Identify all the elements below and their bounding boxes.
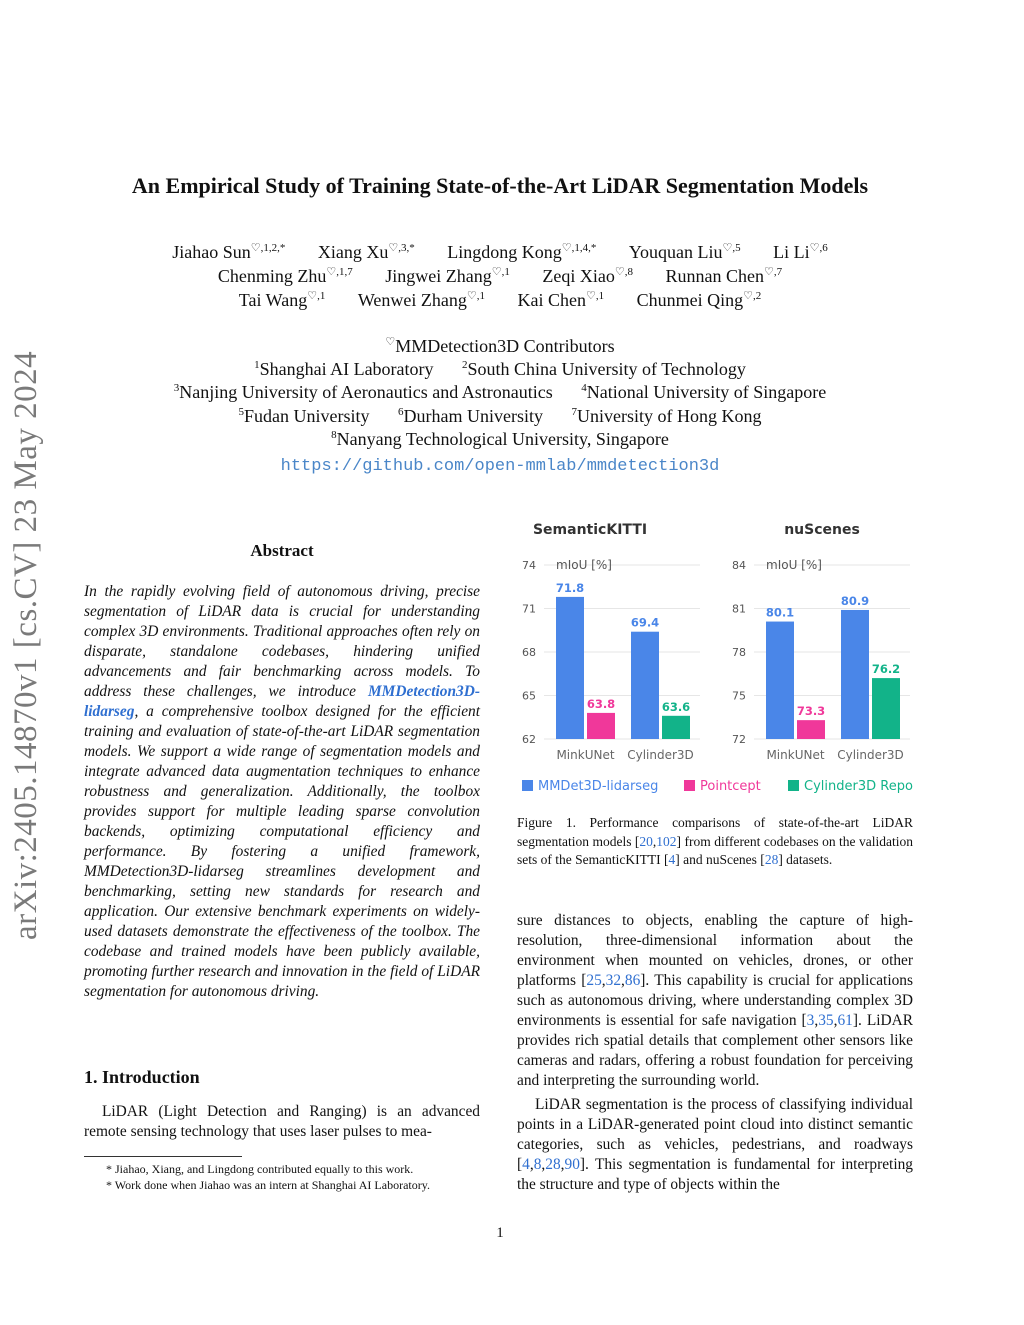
affiliation-line-3: $^5$Fudan University $^6$Durham University $^7$University of Hong Kong (238, 406, 762, 426)
github-link[interactable]: https://github.com/open-mmlab/mmdetection3d (280, 457, 720, 476)
footnote: * Work done when Jiahao was an intern at Shanghai AI Laboratory. (106, 1178, 430, 1192)
figure-caption: Figure 1. Performance comparisons of state-of-the-art LiDAR segmentation models [20,102] from different codebases on the validation sets of the SemanticKITTI [4] and nuScenes [28] datasets. (517, 815, 913, 867)
y-tick-label: 84 (732, 559, 746, 572)
legend-swatch (684, 780, 695, 791)
y-tick-label: 72 (732, 733, 746, 746)
data-label: 76.2 (871, 662, 901, 677)
data-label: 73.3 (796, 704, 826, 719)
x-tick-label: MinkUNet (556, 748, 615, 762)
author-line-2 (40, 264, 960, 288)
author: Chunmei Qing$^{♡,2}$ (636, 290, 762, 310)
footnote-divider (84, 1156, 242, 1157)
affiliation-line-1: $^1$Shanghai AI Laboratory $^2$South China University of Technology (254, 359, 746, 379)
affiliation-contributors: ♡MMDetection3D Contributors (385, 336, 615, 356)
abstract-body: In the rapidly evolving field of autonomous driving, precise segmentation of LiDAR data is crucial for understanding complex 3D environments. Traditional approaches often rely on disparate, standalone codebases, hindering unified advancements and fair benchmarking across models. To address these challenges, we introduce MMDetection3D-lidarseg, a comprehensive toolbox designed for the efficient training and evaluation of state-of-the-art LiDAR segmentation models. We support a wide range of segmentation models and integrate advanced data augmentation techniques to enhance robustness and generalization. Additionally, the toolbox provides support for multiple leading sparse convolution backends, optimizing computational efficiency and performance. By fostering a unified framework, MMDetection3D-lidarseg streamlines development and benchmarking, setting new standards for research and application. Our extensive benchmark experiments on widely-used datasets demonstrate the effectiveness of the toolbox. The codebase and trained models have been publicly available, promoting further research and innovation in the field of LiDAR segmentation for autonomous driving. (84, 583, 480, 1000)
author: Xiang $Xu^{♡,3,*}$ (317, 242, 415, 262)
affiliation-line-2: $^3$Nanjing University of Aeronautics and Astronautics $^4$National University of Singapore (173, 382, 827, 402)
data-label: 69.4 (630, 615, 660, 630)
legend-swatch (788, 780, 799, 791)
bar-mmdet3d-lidarseg (631, 632, 659, 739)
legend-label: MMDet3D-lidarseg (538, 779, 659, 794)
bar-mmdet3d-lidarseg (556, 597, 584, 739)
x-tick-label: MinkUNet (766, 748, 825, 762)
legend-label: Pointcept (700, 779, 761, 794)
paper-title: An Empirical Study of Training State-of-the-Art LiDAR Segmentation Models (131, 173, 869, 198)
affiliation-line-4: $^8$Nanyang Technological University, Singapore (331, 429, 669, 449)
bar-mmdet3d-lidarseg (841, 610, 869, 739)
y-tick-label: 74 (522, 559, 536, 572)
author-line-1 (40, 240, 960, 264)
arxiv-sidebar (8, 350, 44, 941)
toolbox-link[interactable]: MMDetection3D-lidarseg (84, 683, 480, 720)
data-label: 80.1 (765, 605, 795, 620)
author: Chenming Zhu$^{♡,1,7}$ (217, 266, 353, 286)
y-tick-label: 68 (522, 646, 536, 659)
y-axis-label: mIoU [%] (766, 558, 822, 572)
bar-cylinder3d-repo (662, 716, 690, 739)
x-tick-label: Cylinder3D (837, 748, 904, 762)
legend-label: Cylinder3D Repo (804, 779, 913, 794)
footnotes (84, 1161, 494, 1193)
x-tick-label: Cylinder3D (627, 748, 694, 762)
y-tick-label: 65 (522, 689, 536, 703)
figure-1-chart (510, 512, 920, 802)
author: Lingdong Kong$^{♡,1,4,*}$ (447, 242, 597, 262)
author: Zeqi Xiao$^{♡,8}$ (542, 266, 633, 286)
legend-swatch (522, 780, 533, 791)
author: Tai Wang$^{♡,1}$ (238, 290, 326, 310)
data-label: 80.9 (840, 593, 870, 608)
chart-title: nuScenes (784, 522, 860, 538)
data-label: 63.8 (586, 696, 616, 711)
section-heading-introduction: 1. Introduction (84, 1067, 200, 1087)
author: Runnan Chen$^{♡,7}$ (665, 266, 783, 286)
footnote: * Jiahao, Xiang, and Lingdong contributed equally to this work. (106, 1162, 414, 1176)
author-line-3 (40, 288, 960, 312)
chart-title: SemanticKITTI (532, 522, 648, 538)
author: Youquan Liu$^{♡,5}$ (628, 242, 741, 262)
data-label: 71.8 (555, 580, 585, 595)
author: Jiahao Sun$^{♡,1,2,*}$ (172, 242, 286, 262)
github-link-row (40, 453, 960, 479)
y-tick-label: 81 (732, 602, 746, 616)
bar-mmdet3d-lidarseg (766, 622, 794, 739)
y-tick-label: 62 (522, 733, 536, 746)
author: Wenwei Zhang$^{♡,1}$ (357, 290, 485, 310)
bar-pointcept (587, 713, 615, 739)
figure-1 (510, 512, 920, 802)
right-column-text (517, 911, 913, 1199)
author: Kai Chen$^{♡,1}$ (517, 290, 605, 310)
bar-cylinder3d-repo (872, 678, 900, 739)
data-label: 63.6 (661, 699, 691, 714)
bar-pointcept (797, 720, 825, 739)
paragraph: LiDAR segmentation is the process of classifying individual points in a LiDAR-generated point cloud into distinct semantic categories, such as vehicles, pedestrians, and roadways [4,8,28,90]. This segmentation is fundamental for interpreting the structure and type of objects within the (517, 1096, 913, 1193)
abstract-heading: Abstract (250, 541, 314, 560)
intro-paragraph: LiDAR (Light Detection and Ranging) is an advanced remote sensing technology that uses laser pulses to mea- (84, 1103, 480, 1140)
paragraph: sure distances to objects, enabling the capture of high-resolution, three-dimensional information about the environment when mounted on vehicles, drones, or other platforms [25,32,86]. This capability is crucial for applications such as autonomous driving, where understanding complex 3D environments is essential for safe navigation [3,35,61]. LiDAR provides rich spatial details that complement other sensors like cameras and radars, offering a robust foundation for perceiving and interpreting the surrounding world. (517, 912, 913, 1089)
y-axis-label: mIoU [%] (556, 558, 612, 572)
y-tick-label: 71 (522, 602, 536, 616)
page-number: 1 (496, 1225, 504, 1241)
author: Jingwei Zhang$^{♡,1}$ (385, 266, 510, 286)
author: Li $Li^{♡,6}$ (773, 242, 828, 262)
y-tick-label: 78 (732, 646, 746, 659)
y-tick-label: 75 (732, 689, 746, 703)
arxiv-identifier: arXiv:2405.14870v1 [cs.CV] 23 May 2024 (8, 350, 44, 940)
